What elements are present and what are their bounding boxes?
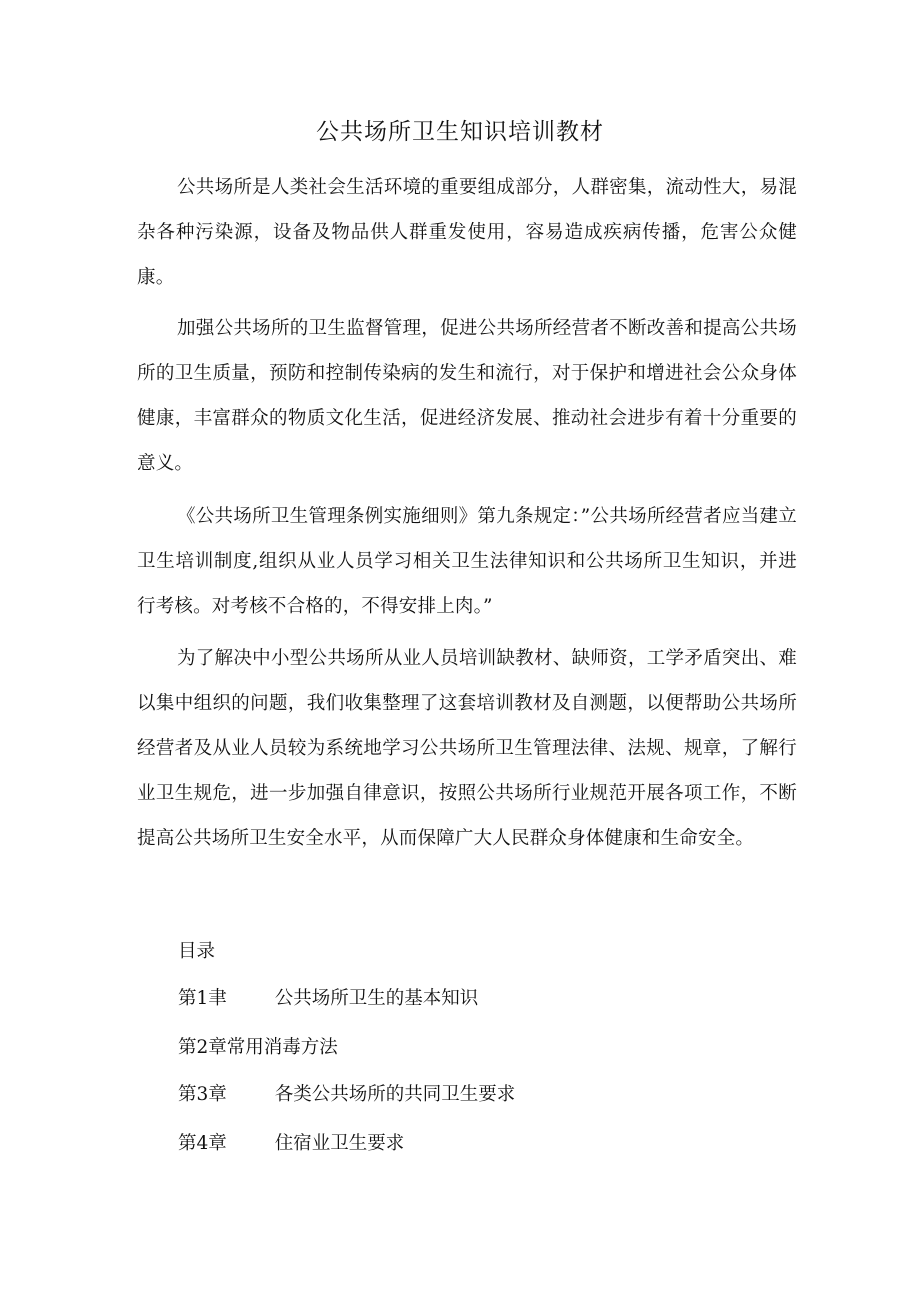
paragraph-intro: 公共场所是人类社会生活环境的重要组成部分，人群密集，流动性大，易混杂各种污染源，设备及物品供人群重发使用，容易造成疾病传播，危害公众健康。 [137, 177, 797, 288]
toc-item [178, 976, 478, 1021]
toc-item-number: 第4章 [178, 1133, 227, 1154]
document-title: 公共场所卫生知识培训教材 [316, 119, 604, 145]
toc-item-name: 住宿业卫生要求 [274, 1133, 405, 1154]
paragraph-purpose: 为了解决中小型公共场所从业人员培训缺教材、缺师资，工学矛盾突出、难以集中组织的问题，我们收集整理了这套培训教材及自测题，以便帮助公共场所经营者及从业人员较为系统地学习公共场所卫生管理法律、法规、规章，了解行业卫生规危，进一步加强自律意识，按照公共场所行业规范开展各项工作，不断提高公共场所卫生安全水平，从而保障广大人民群众身体健康和生命安全。 [137, 648, 797, 849]
toc-item-number: 第2章常用消毒方法 [178, 1037, 338, 1058]
toc-item [178, 1072, 515, 1117]
paragraph-regulation: 《公共场所卫生管理条例实施细则》第九条规定：”公共场所经营者应当建立卫生培训制度,组织从业人员学习相关卫生法律知识和公共场所卫生知识，并进行考核。对考核不合格的，不得安排上肉。” [137, 506, 797, 617]
toc-item-number: 第3章 [178, 1084, 227, 1105]
toc-item-name: 公共场所卫生的基本知识 [274, 988, 479, 1009]
toc-item-number: 第1聿 [178, 988, 227, 1009]
toc-item [178, 1121, 404, 1166]
toc-heading: 目录 [178, 941, 216, 962]
toc-item [178, 1025, 338, 1070]
paragraph-significance: 加强公共场所的卫生监督管理，促进公共场所经营者不断改善和提高公共场所的卫生质量，预防和控制传染病的发生和流行，对于保护和增进社会公众身体健康，丰富群众的物质文化生活，促进经济发展、推动社会进步有着十分重要的意义。 [137, 318, 797, 474]
toc-item-name: 各类公共场所的共同卫生要求 [274, 1084, 516, 1105]
